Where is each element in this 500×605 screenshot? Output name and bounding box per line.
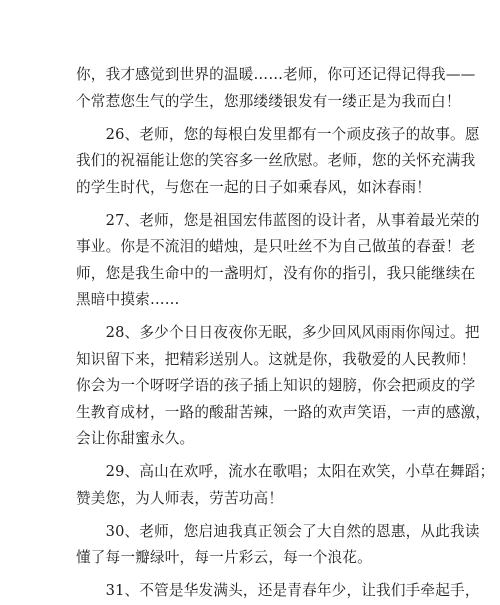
paragraph-28 [76, 320, 491, 453]
text-line: 你，我才感觉到世界的温暖……老师，你可还记得记得我—— [76, 66, 476, 83]
text-line: 师，您是我生命中的一盏明灯，没有你的指引，我只能继续在 [76, 264, 476, 282]
text-line: 的学生时代，与您在一起的日子如乘春风，如沐春雨！ [76, 178, 432, 196]
paragraph-27 [76, 208, 480, 314]
text-line: 27、老师，您是祖国宏伟蓝图的设计者，从事着最光荣的 [76, 211, 480, 229]
document-body [76, 62, 495, 605]
paragraph-29 [76, 459, 495, 512]
paragraph-30 [76, 519, 480, 572]
text-line: 我们的祝福能让您的笑容多一丝欣慰。老师，您的关怀充满我 [76, 152, 476, 169]
text-line: 28、多少个日日夜夜你无眠，多少回风风雨雨你闯过。把 [76, 324, 480, 341]
text-line: 生教育成材，一路的酸甜苦辣，一路的欢声笑语，一声的感激， [76, 403, 491, 421]
text-line: 个常惹您生气的学生，您那缕缕银发有一缕正是为我而白！ [76, 92, 461, 110]
text-line: 你会为一个呀呀学语的孩子插上知识的翅膀，你会把顽皮的学 [76, 377, 476, 394]
text-line: 会让你甜蜜永久。 [76, 430, 195, 447]
text-line: 29、高山在欢呼，流水在歌唱；太阳在欢笑，小草在舞蹈； [76, 463, 495, 480]
text-line: 31、不管是华发满头，还是青春年少，让我们手牵起手， [76, 582, 480, 599]
text-line: 事业。你是不流泪的蜡烛，是只吐丝不为自己做茧的春蚕！老 [76, 238, 476, 255]
text-line: 30、老师，您启迪我真正领会了大自然的恩惠，从此我读 [76, 522, 480, 540]
text-line: 懂了每一瓣绿叶，每一片彩云，每一个浪花。 [76, 549, 372, 566]
text-line: 黑暗中摸索…… [76, 291, 180, 308]
text-line: 知识留下来，把精彩送别人。这就是你，我敬爱的人民教师！ [76, 350, 476, 368]
paragraph-continuation [76, 62, 476, 115]
text-line: 26、老师，您的每根白发里都有一个顽皮孩子的故事。愿 [76, 125, 480, 143]
paragraph-26 [76, 122, 480, 202]
paragraph-31 [76, 578, 480, 605]
text-line: 赞美您，为人师表，劳苦功高！ [76, 489, 284, 507]
